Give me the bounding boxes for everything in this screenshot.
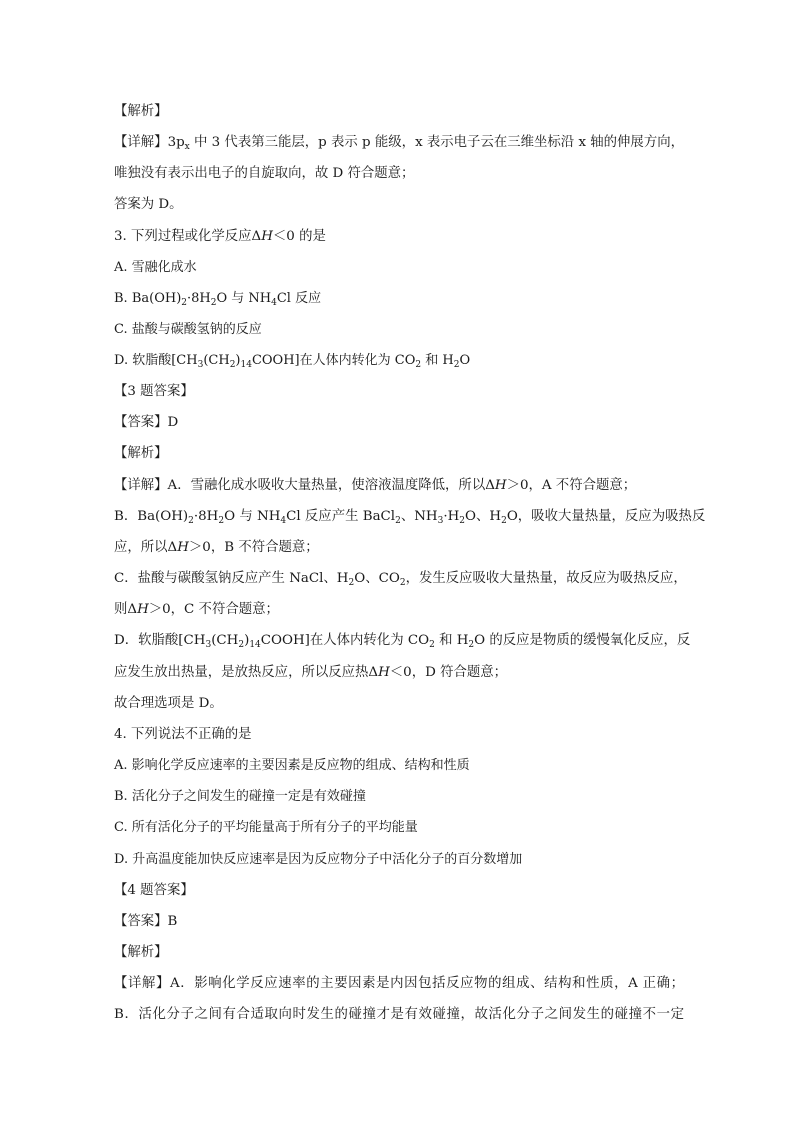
answer-heading-q3: 【3 题答案】 [114,384,194,399]
detail-q4-b: B．活化分子之间有合适取向时发生的碰撞才是有效碰撞，故活化分子之间发生的碰撞不一定 [114,1007,684,1022]
question-3-option-b: B. $Ba(OH)_2\cdot 8H_2O$ 与 $NH_4Cl$ 反应 [114,291,322,308]
question-4-option-d: D. 升高温度能加快反应速率是因为反应物分子中活化分子的百分数增加 [114,852,523,867]
answer-summary-q2: 答案为 D。 [114,197,183,212]
detail-q3-d-1: D．软脂酸$[CH_3(CH_2)_{14}COOH]$在人体内转化为 $CO_2$ 和 $H_2O$ 的反应是物质的缓慢氧化反应，反 [114,633,691,650]
question-4-option-b: B. 活化分子之间发生的碰撞一定是有效碰撞 [114,789,366,804]
analysis-heading-q3: 【解析】 [114,446,168,461]
question-3-option-d: D. 软脂酸$[CH_3(CH_2)_{14}COOH]$在人体内转化为 $CO_2$ 和 $H_2O$ [114,353,471,370]
question-3-stem: 3. 下列过程或化学反应ΔH＜0 的是 [114,229,326,244]
detail-line-q2-2: 唯独没有表示出电子的自旋取向，故 D 符合题意； [114,166,415,181]
question-4-option-a: A. 影响化学反应速率的主要因素是反应物的组成、结构和性质 [114,758,470,773]
detail-q3-c-2: 则ΔH＞0，C 不符合题意； [114,602,279,617]
question-4-option-c: C. 所有活化分子的平均能量高于所有分子的平均能量 [114,820,418,835]
detail-q3-c-1: C．盐酸与碳酸氢钠反应产生 NaCl、$H_2O$、$CO_2$，发生反应吸收大量热量，故反应为吸热反应， [114,571,687,588]
detail-q3-a: 【详解】A．雪融化成水吸收大量热量，使溶液温度降低，所以ΔH＞0，A 不符合题意； [114,478,637,493]
detail-q4-a: 【详解】A．影响化学反应速率的主要因素是内因包括反应物的组成、结构和性质，A 正确； [114,976,684,991]
detail-q3-d-2: 应发生放出热量，是放热反应，所以反应热ΔH＜0，D 符合题意； [114,665,508,680]
answer-q3: 【答案】D [114,415,179,430]
analysis-heading-q2: 【解析】 [114,104,168,119]
detail-q3-b-1: B．$Ba(OH)_2\cdot 8H_2O$ 与 $NH_4Cl$ 反应产生 BaCl$_2$、$NH_3\cdot H_2O$、$H_2O$，吸收大量热量，反应为吸热反 [114,509,706,526]
detail-q3-b-2: 应，所以ΔH＞0，B 不符合题意； [114,540,319,555]
question-3-option-a: A. 雪融化成水 [114,260,197,275]
conclusion-q3: 故合理选项是 D。 [114,696,223,711]
question-4-stem: 4. 下列说法不正确的是 [114,727,252,742]
analysis-heading-q4: 【解析】 [114,945,168,960]
question-3-option-c: C. 盐酸与碳酸氢钠的反应 [114,322,262,337]
answer-q4: 【答案】B [114,914,178,929]
answer-heading-q4: 【4 题答案】 [114,883,194,898]
detail-line-q2-1: 【详解】$3p_x$ 中 3 代表第三能层，p 表示 p 能级，x 表示电子云在三维坐标沿 x 轴的伸展方向， [114,135,685,152]
